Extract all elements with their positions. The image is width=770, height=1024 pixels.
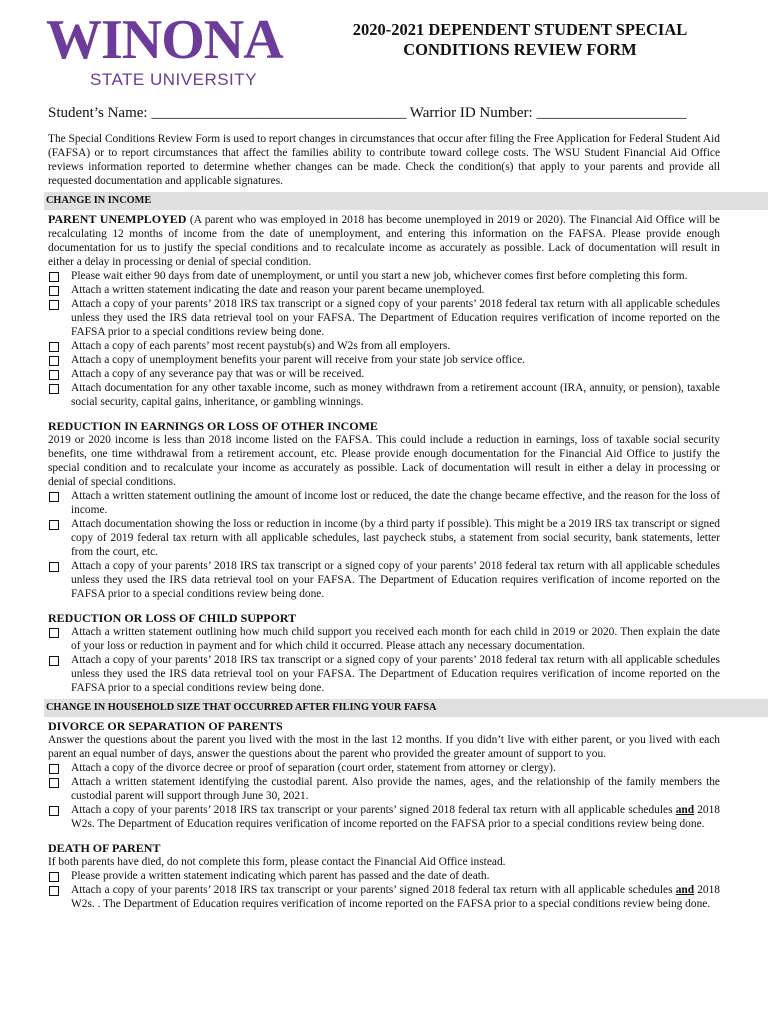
checklist-text: Attach a copy of unemployment benefits your parent will receive from your state job service office.: [71, 354, 525, 366]
checklist-item: [48, 517, 720, 559]
checklist-item: [48, 283, 720, 297]
section-parent-unemployed: [48, 212, 720, 409]
checklist-text: Attach a written statement indicating the date and reason your parent became unemployed.: [71, 284, 485, 296]
checkbox[interactable]: [49, 370, 59, 380]
checklist-text: Attach a copy of each parents’ most recent paystub(s) and W2s from all employers.: [71, 340, 451, 352]
section-text: (A parent who was employed in 2018 has become unemployed in 2019 or 2020). The Financial Aid Office will be recalculating 12 months of income from the date of unemployment, and entering this information on the FAFSA. Please provide enough documentation for us to justify the special conditions and to recalculate income as accurately as possible. Lack of documentation will result in either a delay in processing or denial of special condition.: [48, 214, 720, 268]
checklist-item: [48, 803, 720, 831]
form-body: [48, 132, 720, 911]
form-title: [300, 20, 740, 60]
checkbox[interactable]: [49, 778, 59, 788]
checkbox[interactable]: [49, 520, 59, 530]
checklist-item: [48, 559, 720, 601]
checkbox[interactable]: [49, 286, 59, 296]
checklist-item: [48, 353, 720, 367]
checkbox[interactable]: [49, 384, 59, 394]
section-divorce: [48, 719, 720, 831]
student-info-row: [48, 104, 728, 122]
checklist-item: [48, 625, 720, 653]
checklist-text: Attach a written statement identifying the custodial parent. Also provide the names, ages, and the relationship of the family members the custodial parent will support through June 30, 2021.: [71, 776, 720, 802]
checkbox[interactable]: [49, 886, 59, 896]
checklist-text: Attach a copy of your parents’ 2018 IRS tax transcript or your parents’ signed 2018 federal tax return with all applicable schedules and 2018 W2s. . The Department of Education requires verification of income reported on the FAFSA prior to a special conditions review being done.: [71, 884, 720, 910]
section-heading: PARENT UNEMPLOYED: [48, 212, 187, 226]
checklist-item: [48, 269, 720, 283]
form-title-line2: CONDITIONS REVIEW FORM: [403, 40, 637, 59]
checkbox[interactable]: [49, 764, 59, 774]
checklist-item: [48, 297, 720, 339]
checklist-text: Attach a copy of any severance pay that was or will be received.: [71, 368, 365, 380]
section-text: Answer the questions about the parent you lived with the most in the last 12 months. If you didn’t live with either parent, or you lived with each parent an equal number of days, answer the questions about the parent who provided the greater amount of support to you.: [48, 734, 720, 760]
section-band-household-size: CHANGE IN HOUSEHOLD SIZE THAT OCCURRED AFTER FILING YOUR FAFSA: [44, 699, 768, 717]
section-heading: DEATH OF PARENT: [48, 841, 161, 855]
student-name-field[interactable]: __________________________________: [151, 105, 407, 121]
checklist-item: [48, 381, 720, 409]
checkbox[interactable]: [49, 300, 59, 310]
section-heading: REDUCTION OR LOSS OF CHILD SUPPORT: [48, 611, 297, 625]
checklist: [48, 269, 720, 409]
checklist-text: Attach a copy of your parents’ 2018 IRS tax transcript or a signed copy of your parents’ 2018 federal tax return with all applicable schedules unless they used the IRS data retrieval tool on your FAFSA. The Department of Education requires verification of income reported on the FAFSA prior to a special conditions review being done.: [71, 298, 720, 338]
section-band-change-in-income: CHANGE IN INCOME: [44, 192, 768, 210]
section-death-of-parent: [48, 841, 720, 911]
checkbox[interactable]: [49, 656, 59, 666]
checklist-item: [48, 489, 720, 517]
student-name-label: Student’s Name:: [48, 105, 152, 121]
checkbox[interactable]: [49, 272, 59, 282]
checkbox[interactable]: [49, 872, 59, 882]
warrior-id-label: Warrior ID Number:: [406, 105, 537, 121]
checklist-item: [48, 367, 720, 381]
section-reduction-in-earnings: [48, 419, 720, 601]
section-child-support: [48, 611, 720, 695]
warrior-id-field[interactable]: ____________________: [536, 105, 687, 121]
checkbox[interactable]: [49, 628, 59, 638]
section-text: 2019 or 2020 income is less than 2018 income listed on the FAFSA. This could include a reduction in earnings, loss of taxable social security benefits, one time withdrawal from a retirement account, etc. Please provide enough documentation for the Financial Aid Office to justify the special condition and to recalculate your income as accurately as possible. Lack of documentation will result in either a delay in processing or denial of special conditions.: [48, 434, 720, 488]
checklist-text: Attach a copy of the divorce decree or proof of separation (court order, statement from attorney or clergy).: [71, 762, 556, 774]
checklist-text: Attach a copy of your parents’ 2018 IRS tax transcript or a signed copy of your parents’ 2018 federal tax return with all applicable schedules unless they used the IRS data retrieval tool on your FAFSA. The Department of Education requires verification of income reported on the FAFSA prior to a special conditions review being done.: [71, 654, 720, 694]
section-heading: DIVORCE OR SEPARATION OF PARENTS: [48, 719, 283, 733]
checklist: [48, 625, 720, 695]
checklist-text: Attach documentation for any other taxable income, such as money withdrawn from a retirement account (IRA, annuity, or pension), taxable social security, capital gains, inheritance, or gambling winnings.: [71, 382, 720, 408]
checklist-text: Please wait either 90 days from date of unemployment, or until you start a new job, whichever comes first before completing this form.: [71, 270, 688, 282]
intro-paragraph: The Special Conditions Review Form is used to report changes in circumstances that occur after filing the Free Application for Federal Student Aid (FAFSA) or to report circumstances that affect the families ability to contribute toward college costs. The WSU Student Financial Aid Office reviews information reported to determine whether changes can be made. Check the condition(s) that apply to your parents and provide all requested documentation and applicable signatures.: [48, 133, 720, 187]
checklist-item: [48, 761, 720, 775]
checklist: [48, 489, 720, 601]
checkbox[interactable]: [49, 356, 59, 366]
logo-wordmark: WINONA: [46, 9, 283, 71]
checkbox[interactable]: [49, 342, 59, 352]
checklist-text: Attach a copy of your parents’ 2018 IRS tax transcript or your parents’ signed 2018 federal tax return with all applicable schedules and 2018 W2s. The Department of Education requires verification of income reported on the FAFSA prior to a special conditions review being done.: [71, 804, 720, 830]
checklist-item: [48, 869, 720, 883]
checklist-text: Please provide a written statement indicating which parent has passed and the date of death.: [71, 870, 490, 882]
section-heading: REDUCTION IN EARNINGS OR LOSS OF OTHER INCOME: [48, 419, 378, 433]
checkbox[interactable]: [49, 562, 59, 572]
university-logo: [46, 9, 286, 90]
checklist-text: Attach a written statement outlining how much child support you received each month for each child in 2019 or 2020. Then explain the date of your loss or reduction in payment and for which child it occurred. Please attach any necessary documentation.: [71, 626, 720, 652]
checklist-text: Attach a written statement outlining the amount of income lost or reduced, the date the change became effective, and the reason for the loss of income.: [71, 490, 720, 516]
form-title-line1: 2020-2021 DEPENDENT STUDENT SPECIAL: [352, 20, 688, 39]
checkbox[interactable]: [49, 806, 59, 816]
checklist: [48, 761, 720, 831]
checklist-item: [48, 653, 720, 695]
checklist-item: [48, 883, 720, 911]
checklist-item: [48, 775, 720, 803]
checkbox[interactable]: [49, 492, 59, 502]
section-text: If both parents have died, do not complete this form, please contact the Financial Aid Office instead.: [48, 856, 506, 868]
checklist-item: [48, 339, 720, 353]
checklist-text: Attach a copy of your parents’ 2018 IRS tax transcript or a signed copy of your parents’ 2018 federal tax return with all applicable schedules unless they used the IRS data retrieval tool on your FAFSA. The Department of Education requires verification of income reported on the FAFSA prior to a special conditions review being done.: [71, 560, 720, 600]
logo-subtitle: STATE UNIVERSITY: [90, 70, 258, 89]
checklist-text: Attach documentation showing the loss or reduction in income (by a third party if possible). This might be a 2019 IRS tax transcript or signed copy of 2019 federal tax return with all applicable schedules, last paycheck stubs, a statement from social security, bank statements, letter from the court, etc.: [71, 518, 720, 558]
checklist: [48, 869, 720, 911]
